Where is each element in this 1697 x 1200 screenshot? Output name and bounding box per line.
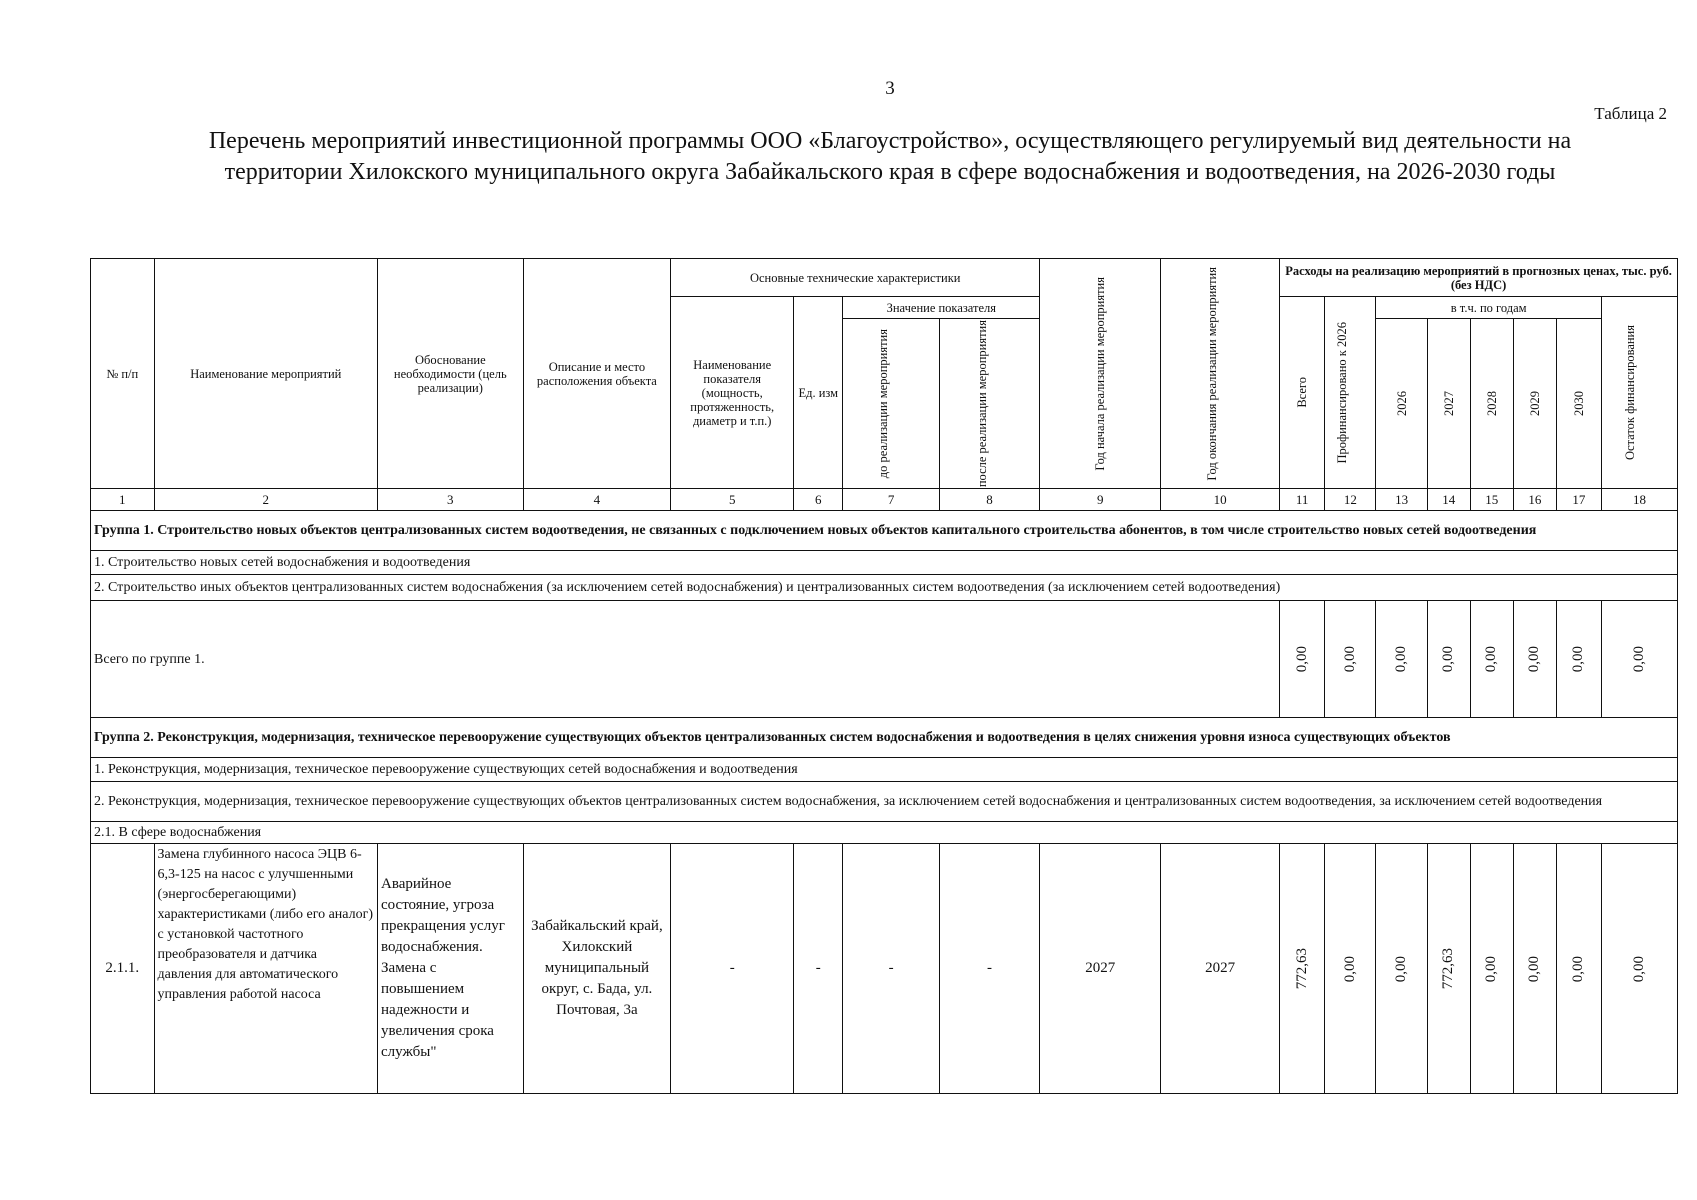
colnum-18: 18 <box>1601 489 1677 511</box>
group1-sub1-row <box>91 551 1678 575</box>
colnum-4: 4 <box>523 489 671 511</box>
group1-prefin-cell <box>1325 601 1376 718</box>
table-row-2-1-1 <box>91 844 1678 1094</box>
group1-remainder-cell <box>1601 601 1677 718</box>
group2-sub1: 1. Реконструкция, модернизация, техническое перевооружение существующих сетей водоснабжения и водоотведения <box>91 758 1678 782</box>
row-211-2026: 0,00 <box>1393 955 1410 982</box>
group1-prefin-value: 0,00 <box>1341 646 1358 673</box>
row-211-total-cell <box>1280 844 1325 1094</box>
row-211-2030-cell <box>1556 844 1601 1094</box>
group1-2029-value: 0,00 <box>1526 646 1543 673</box>
header-prefinanced <box>1325 297 1376 489</box>
header-num: № п/п <box>91 259 155 489</box>
colnum-7: 7 <box>843 489 939 511</box>
row-211-2027-cell <box>1427 844 1470 1094</box>
document-title: Перечень мероприятий инвестиционной программы ООО «Благоустройство», осуществляющего регулируемый вид деятельности на территории Хилокского муниципального округа Забайкальского края в сфере водоснабжения и водоотведения, на 2026-2030 годы <box>208 128 1572 185</box>
row-211-2030: 0,00 <box>1570 955 1587 982</box>
group1-total-value: 0,00 <box>1293 646 1310 673</box>
header-row-1 <box>91 259 1678 297</box>
header-year-start <box>1040 259 1161 489</box>
header-2030-text: 2030 <box>1571 391 1586 417</box>
colnum-14: 14 <box>1427 489 1470 511</box>
header-prefinanced-text: Профинансировано к 2026 <box>1335 321 1350 464</box>
group1-2030-cell <box>1556 601 1601 718</box>
group1-2030-value: 0,00 <box>1570 646 1587 673</box>
group2-sub2-row <box>91 782 1678 822</box>
row-211-after: - <box>939 844 1040 1094</box>
row-211-unit: - <box>794 844 843 1094</box>
header-location: Описание и место расположения объекта <box>523 259 671 489</box>
header-remainder <box>1601 297 1677 489</box>
group1-sub2-row <box>91 575 1678 601</box>
group1-total-row <box>91 601 1678 718</box>
group1-sub2: 2. Строительство иных объектов централизованных систем водоснабжения (за исключением сетей водоснабжения) и централизованных систем водоотведения (за исключением сетей водоотведения) <box>91 575 1678 601</box>
header-before <box>843 319 939 489</box>
colnum-9: 9 <box>1040 489 1161 511</box>
header-after <box>939 319 1040 489</box>
header-2027-text: 2027 <box>1441 391 1456 417</box>
row-211-remainder-cell <box>1601 844 1677 1094</box>
header-remainder-text: Остаток финансирования <box>1623 325 1638 461</box>
header-2026 <box>1376 319 1427 489</box>
header-2027 <box>1427 319 1470 489</box>
header-total <box>1280 297 1325 489</box>
page-number: 3 <box>885 78 895 99</box>
header-by-years: в т.ч. по годам <box>1376 297 1601 319</box>
header-indicator-value: Значение показателя <box>843 297 1040 319</box>
colnum-17: 17 <box>1556 489 1601 511</box>
group2-sub1-row <box>91 758 1678 782</box>
colnum-10: 10 <box>1161 489 1280 511</box>
group1-2026-value: 0,00 <box>1393 646 1410 673</box>
row-211-prefin-cell <box>1325 844 1376 1094</box>
row-211-2028-cell <box>1470 844 1513 1094</box>
group1-sub1: 1. Строительство новых сетей водоснабжения и водоотведения <box>91 551 1678 575</box>
header-name: Наименование мероприятий <box>154 259 377 489</box>
header-costs-group: Расходы на реализацию мероприятий в прогнозных ценах, тыс. руб. (без НДС) <box>1280 259 1678 297</box>
header-2028 <box>1470 319 1513 489</box>
group2-sub2: 2. Реконструкция, модернизация, техническое перевооружение существующих объектов централизованных систем водоснабжения, за исключением сетей водоснабжения и централизованных систем водоотведения, за исключением сетей водоотведения <box>91 782 1678 822</box>
colnum-1: 1 <box>91 489 155 511</box>
row-211-remainder: 0,00 <box>1630 955 1647 982</box>
header-tech-group: Основные технические характеристики <box>671 259 1040 297</box>
colnum-11: 11 <box>1280 489 1325 511</box>
group1-total-cell <box>1280 601 1325 718</box>
group2-sub21-row <box>91 822 1678 844</box>
row-211-num: 2.1.1. <box>91 844 155 1094</box>
row-211-indicator: - <box>671 844 794 1094</box>
group1-total-label: Всего по группе 1. <box>91 601 1280 718</box>
header-total-text: Всего <box>1295 377 1310 408</box>
header-unit: Ед. изм <box>794 297 843 489</box>
row-211-prefin: 0,00 <box>1341 955 1358 982</box>
group1-2027-value: 0,00 <box>1440 646 1457 673</box>
table-label: Таблица 2 <box>1594 104 1667 123</box>
header-indicator-name: Наименование показателя (мощность, протяженность, диаметр и т.п.) <box>671 297 794 489</box>
colnum-8: 8 <box>939 489 1040 511</box>
group2-title-row <box>91 718 1678 758</box>
header-2029 <box>1513 319 1556 489</box>
row-211-year-start: 2027 <box>1040 844 1161 1094</box>
group1-remainder-value: 0,00 <box>1630 646 1647 673</box>
row-211-2027: 772,63 <box>1440 948 1457 990</box>
header-2030 <box>1556 319 1601 489</box>
header-year-start-text: Год начала реализации мероприятия <box>1093 276 1108 471</box>
colnum-15: 15 <box>1470 489 1513 511</box>
group1-2028-value: 0,00 <box>1483 646 1500 673</box>
group1-2026-cell <box>1376 601 1427 718</box>
group1-title: Группа 1. Строительство новых объектов централизованных систем водоотведения, не связанных с подключением новых объектов капитального строительства абонентов, в том числе строительство новых сетей водоотведения <box>91 511 1678 551</box>
header-year-end-text: Год окончания реализации мероприятия <box>1205 266 1220 481</box>
header-before-text: до реализации мероприятия <box>876 328 891 479</box>
colnum-6: 6 <box>794 489 843 511</box>
group2-title: Группа 2. Реконструкция, модернизация, техническое перевооружение существующих объектов централизованных систем водоснабжения и водоотведения в целях снижения уровня износа существующих объектов <box>91 718 1678 758</box>
column-number-row <box>91 489 1678 511</box>
row-211-before: - <box>843 844 939 1094</box>
header-reason: Обоснование необходимости (цель реализации) <box>378 259 524 489</box>
header-2029-text: 2029 <box>1527 391 1542 417</box>
row-211-2026-cell <box>1376 844 1427 1094</box>
group1-title-row <box>91 511 1678 551</box>
group1-2027-cell <box>1427 601 1470 718</box>
header-after-text: после реализации мероприятия <box>974 320 989 488</box>
row-211-location: Забайкальский край, Хилокский муниципальный округ, с. Бада, ул. Почтовая, 3а <box>523 844 671 1094</box>
row-211-name: Замена глубинного насоса ЭЦВ 6-6,3-125 на насос с улучшенными (энергосберегающими) характеристиками (либо его аналог) с установкой частотного преобразователя и датчика давления для автоматического управления работой насоса <box>154 844 377 1094</box>
group1-2028-cell <box>1470 601 1513 718</box>
row-211-year-end: 2027 <box>1161 844 1280 1094</box>
colnum-3: 3 <box>378 489 524 511</box>
row-211-2029-cell <box>1513 844 1556 1094</box>
colnum-2: 2 <box>154 489 377 511</box>
row-211-total: 772,63 <box>1293 948 1310 990</box>
row-211-reason: Аварийное состояние, угроза прекращения услуг водоснабжения. Замена с повышением надежности и увеличения срока службы" <box>378 844 524 1094</box>
colnum-12: 12 <box>1325 489 1376 511</box>
investment-table <box>90 258 1678 1094</box>
colnum-16: 16 <box>1513 489 1556 511</box>
row-211-2028: 0,00 <box>1483 955 1500 982</box>
colnum-5: 5 <box>671 489 794 511</box>
row-211-2029: 0,00 <box>1526 955 1543 982</box>
colnum-13: 13 <box>1376 489 1427 511</box>
group1-2029-cell <box>1513 601 1556 718</box>
header-2026-text: 2026 <box>1394 391 1409 417</box>
header-2028-text: 2028 <box>1484 391 1499 417</box>
header-year-end <box>1161 259 1280 489</box>
group2-sub21: 2.1. В сфере водоснабжения <box>91 822 1678 844</box>
